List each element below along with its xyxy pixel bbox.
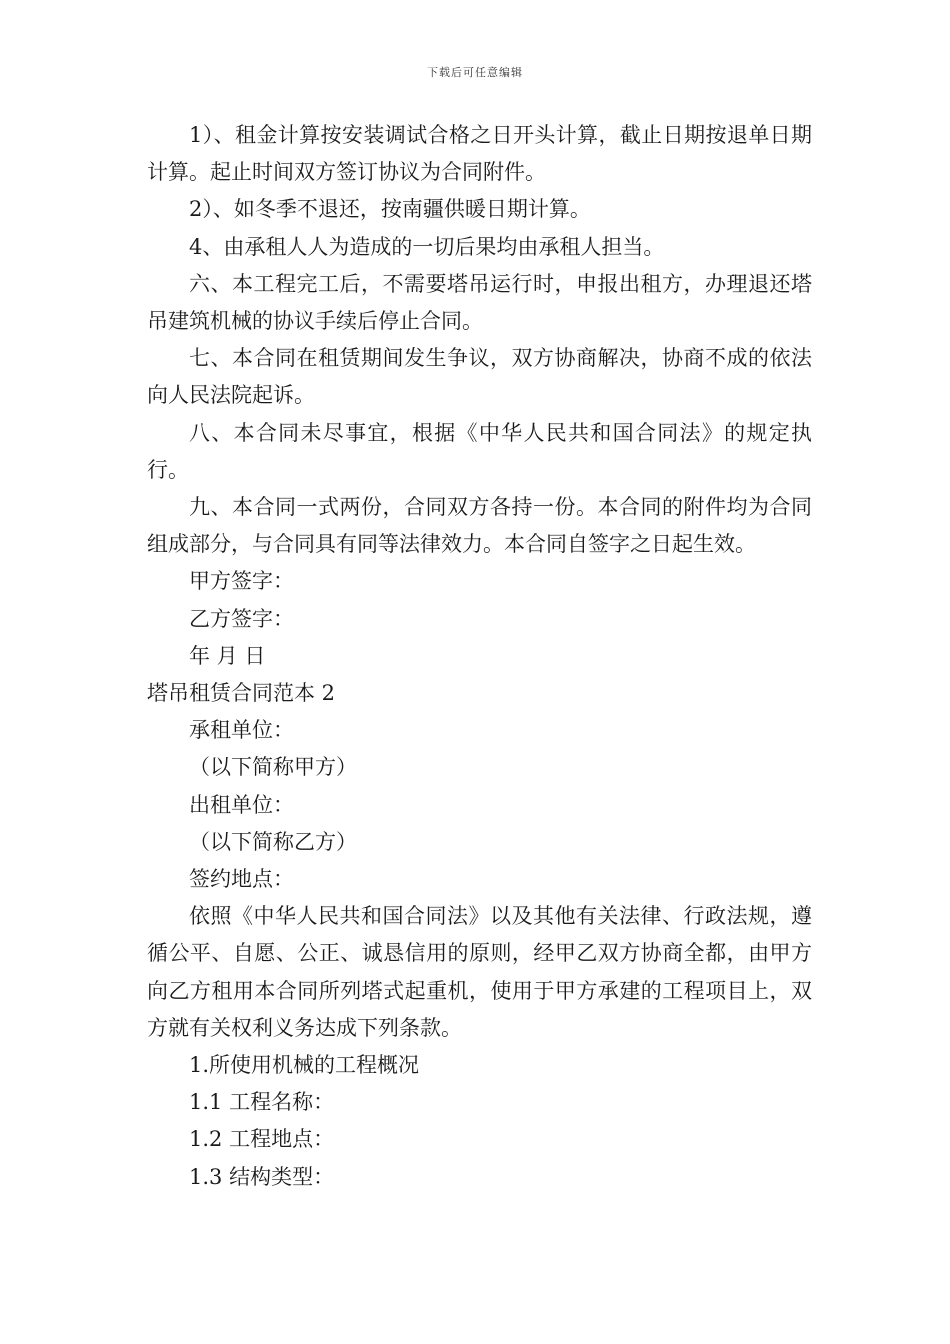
lessee-unit: 承租单位： xyxy=(189,718,294,743)
party-b-signature: 乙方签字： xyxy=(189,606,294,631)
project-name-field: 1.1 工程名称： xyxy=(189,1090,335,1115)
paragraph-lessee-liability: 4、由承租人人为造成的一切后果均由承租人担当。 xyxy=(189,234,665,259)
document-body xyxy=(147,117,812,1196)
party-a-signature: 甲方签字： xyxy=(189,569,294,594)
clause-eight: 八、本合同未尽事宜，根据《中华人民共和国合同法》的规定执行。 xyxy=(147,420,812,482)
lessee-abbrev: （以下简称甲方） xyxy=(189,755,357,780)
paragraph-rent-calculation: 1）、租金计算按安装调试合格之日开头计算，截止日期按退单日期计算。起止时间双方签订协议为合同附件。 xyxy=(147,123,812,185)
signature-date: 年 月 日 xyxy=(189,643,266,668)
signing-location: 签约地点： xyxy=(189,867,294,892)
structure-type-field: 1.3 结构类型： xyxy=(189,1164,335,1189)
clause-nine: 九、本合同一式两份，合同双方各持一份。本合同的附件均为合同组成部分，与合同具有同等法律效力。本合同自签字之日起生效。 xyxy=(147,495,812,557)
lessor-unit: 出租单位： xyxy=(189,792,294,817)
section-title: 塔吊租赁合同范本 2 xyxy=(147,681,336,706)
paragraph-winter-rent: 2）、如冬季不退还，按南疆供暖日期计算。 xyxy=(189,197,591,222)
clause-seven: 七、本合同在租赁期间发生争议，双方协商解决，协商不成的依法向人民法院起诉。 xyxy=(147,346,812,408)
project-location-field: 1.2 工程地点： xyxy=(189,1127,335,1152)
page-header-note: 下载后可任意编辑 xyxy=(427,66,523,79)
lessor-abbrev: （以下简称乙方） xyxy=(189,829,357,854)
clause-six: 六、本工程完工后，不需要塔吊运行时，申报出租方，办理退还塔吊建筑机械的协议手续后停止合同。 xyxy=(147,271,812,334)
project-overview-heading: 1.所使用机械的工程概况 xyxy=(189,1053,420,1078)
preamble-paragraph: 依照《中华人民共和国合同法》以及其他有关法律、行政法规，遵循公平、自愿、公正、诚恳信用的原则，经甲乙双方协商全都，由甲方向乙方租用本合同所列塔式起重机，使用于甲方承建的工程项目上，双方就有关权利义务达成下列条款。 xyxy=(147,904,812,1040)
